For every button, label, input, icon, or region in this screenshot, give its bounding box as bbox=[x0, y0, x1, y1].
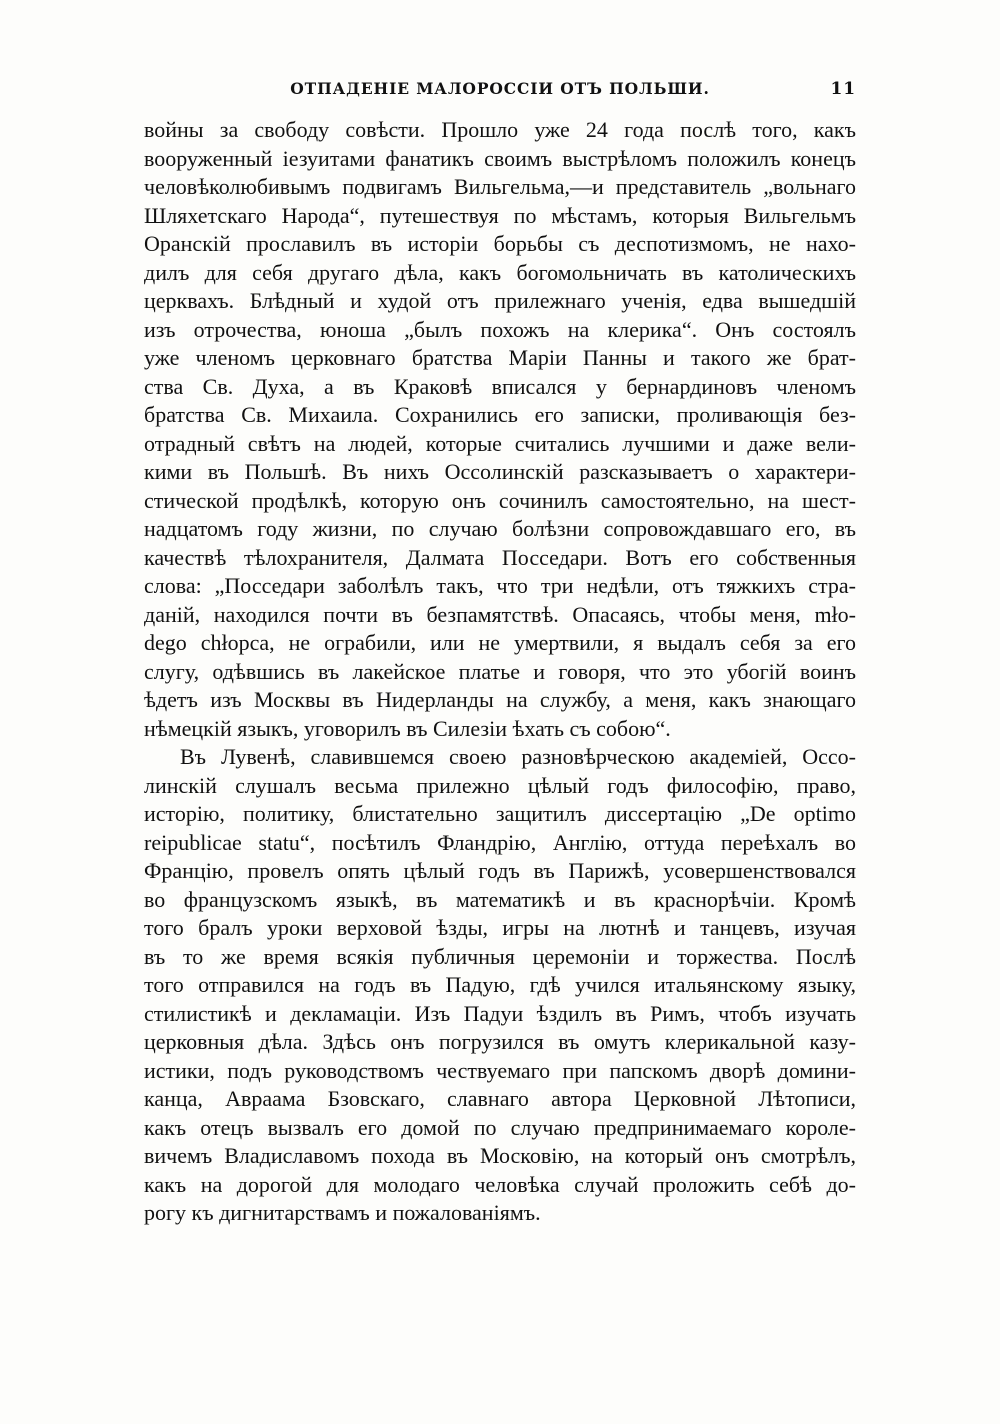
text-line: даній, находился почти въ безпамятствѣ. Опасаясь, чтобы меня, mło- bbox=[144, 601, 856, 627]
text-line: Шляхетскаго Народа“, путешествуя по мѣстамъ, которыя Вильгельмъ bbox=[144, 202, 856, 228]
text-line: какъ отецъ вызвалъ его домой по случаю предпринимаемаго короле- bbox=[144, 1114, 856, 1140]
paragraph bbox=[144, 116, 856, 743]
text-line: dego chłopca, не ограбили, или не умертвили, я выдалъ себя за его bbox=[144, 630, 856, 655]
text-line: качествѣ тѣлохранителя, Далмата Посседари. Вотъ его собственныя bbox=[144, 544, 856, 570]
page-number: 11 bbox=[830, 79, 856, 99]
text-line: войны за свободу совѣсти. Прошло уже 24 года послѣ того, какъ bbox=[144, 117, 856, 142]
text-line: Въ Лувенѣ, славившемся своею разновѣрческою академіей, Оссо- bbox=[180, 744, 856, 769]
text-line: канца, Авраама Бзовскаго, славнаго автора Церковной Лѣтописи, bbox=[144, 1086, 856, 1111]
paragraph bbox=[144, 743, 856, 1228]
text-line: уже членомъ церковнаго братства Маріи Панны и такого же брат- bbox=[144, 345, 856, 370]
text-line: нѣмецкій языкъ, уговорилъ въ Силезіи ѣхать съ собою“. bbox=[144, 715, 671, 741]
text-line: ѣдетъ изъ Москвы въ Нидерланды на службу, а меня, какъ знающаго bbox=[144, 687, 856, 712]
text-line: отрадный свѣтъ на людей, которые считались лучшими и даже вели- bbox=[144, 430, 856, 456]
text-line: кими въ Польшѣ. Въ нихъ Оссолинскій разсказываетъ о характери- bbox=[144, 459, 856, 484]
text-line: братства Св. Михаила. Сохранились его записки, проливающія без- bbox=[144, 402, 856, 427]
text-line: истики, подъ руководствомъ чествуемаго при папскомъ дворѣ домини- bbox=[144, 1057, 856, 1083]
text-line: во французскомъ языкѣ, въ математикѣ и въ краснорѣчіи. Кромѣ bbox=[144, 886, 856, 912]
text-line: вооруженный іезуитами фанатикъ своимъ выстрѣломъ положилъ конецъ bbox=[144, 145, 856, 171]
text-line: стической продѣлкѣ, которую онъ сочинилъ самостоятельно, на шест- bbox=[144, 487, 856, 513]
running-head bbox=[144, 79, 856, 103]
body-text bbox=[144, 116, 856, 1228]
text-line: линскій слушалъ весьма прилежно цѣлый годъ философію, право, bbox=[144, 772, 856, 798]
text-line: reipublicae statu“, посѣтилъ Фландрію, Англію, оттуда переѣхалъ во bbox=[144, 829, 856, 855]
text-line: исторію, политику, блистательно защитилъ диссертацію „De optimo bbox=[144, 801, 856, 826]
text-line: того отправился на годъ въ Падую, гдѣ учился итальянскому языку, bbox=[144, 972, 856, 997]
text-line: какъ на дорогой для молодаго человѣка случай проложить себѣ до- bbox=[144, 1171, 856, 1197]
text-line: вичемъ Владиславомъ похода въ Московію, на который онъ смотрѣлъ, bbox=[144, 1143, 856, 1168]
text-line: изъ отрочества, юноша „былъ похожъ на клерика“. Онъ состоялъ bbox=[144, 316, 856, 342]
text-line: церковныя дѣла. Здѣсь онъ погрузился въ омутъ клерикальной казу- bbox=[144, 1029, 856, 1054]
text-line: слова: „Посседари заболѣлъ такъ, что три недѣли, отъ тяжкихъ стра- bbox=[144, 573, 856, 598]
text-line: стилистикѣ и декламаціи. Изъ Падуи ѣздилъ въ Римъ, чтобъ изучать bbox=[144, 1000, 856, 1026]
text-line: надцатомъ году жизни, по случаю болѣзни сопровождавшаго его, въ bbox=[144, 516, 856, 541]
paragraphs bbox=[144, 116, 856, 1228]
text-line: человѣколюбивымъ подвигамъ Вильгельма,—и представитель „вольнаго bbox=[144, 174, 856, 199]
text-line: Францію, провелъ опять цѣлый годъ въ Парижѣ, усовершенствовался bbox=[144, 858, 856, 883]
text-line: дилъ для себя другаго дѣла, какъ богомольничать въ католическихъ bbox=[144, 259, 856, 285]
text-line: слугу, одѣвшись въ лакейское платье и говоря, что это убогій воинъ bbox=[144, 658, 856, 684]
text-line: Оранскій прославилъ въ исторіи борьбы съ деспотизмомъ, не нахо- bbox=[144, 231, 856, 256]
text-line: того бралъ уроки верховой ѣзды, игры на лютнѣ и танцевъ, изучая bbox=[144, 915, 856, 940]
text-line: рогу къ дигнитарствамъ и пожалованіямъ. bbox=[144, 1200, 541, 1225]
running-head-title: ОТПАДЕНІЕ МАЛОРОССІИ ОТЪ ПОЛЬШИ. bbox=[290, 79, 710, 98]
text-line: церквахъ. Блѣдный и худой отъ прилежнаго ученія, едва вышедшій bbox=[144, 288, 856, 313]
text-line: ства Св. Духа, а въ Краковѣ вписался у бернардиновъ членомъ bbox=[144, 373, 856, 399]
text-line: въ то же время всякія публичныя церемоніи и торжества. Послѣ bbox=[144, 943, 856, 969]
